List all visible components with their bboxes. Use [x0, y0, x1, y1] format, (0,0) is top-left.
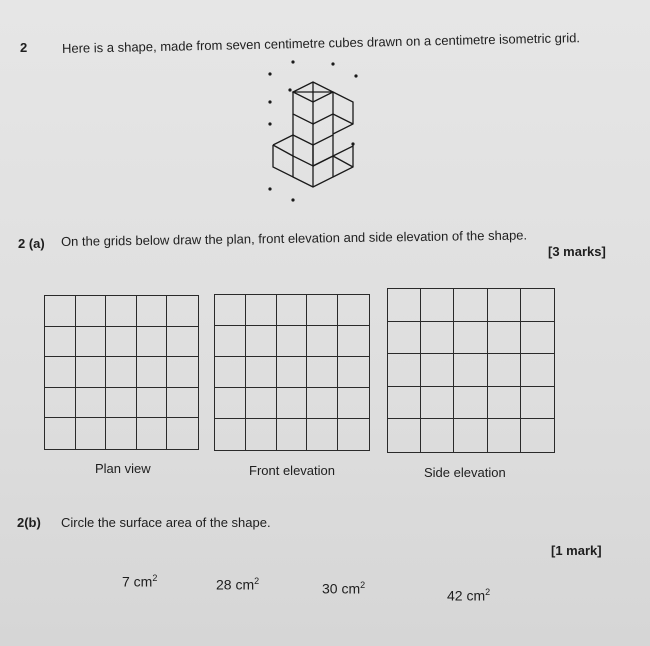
- part-a-label: 2 (a): [18, 236, 45, 251]
- isometric-cube-shape: [245, 52, 385, 212]
- question-number: 2: [20, 40, 28, 55]
- side-elevation-grid[interactable]: [387, 288, 555, 453]
- part-a-marks: [3 marks]: [548, 244, 606, 259]
- front-elevation-grid[interactable]: [214, 294, 370, 451]
- question-intro: Here is a shape, made from seven centimetre cubes drawn on a centimetre isometric grid.: [61, 30, 581, 56]
- answer-option-28[interactable]: [216, 576, 259, 593]
- plan-view-caption: Plan view: [95, 461, 151, 476]
- part-b-instruction: Circle the surface area of the shape.: [61, 515, 271, 530]
- plan-view-grid[interactable]: [44, 295, 199, 450]
- answer-option-7[interactable]: [122, 573, 157, 590]
- answer-option-42[interactable]: [447, 587, 490, 604]
- option-exponent: 2: [360, 580, 366, 590]
- option-value: 28 cm: [216, 576, 255, 593]
- option-value: 7 cm: [122, 573, 153, 590]
- cube-outlines: [273, 82, 353, 187]
- option-exponent: 2: [152, 573, 158, 583]
- option-exponent: 2: [254, 576, 260, 586]
- side-elevation-caption: Side elevation: [424, 465, 506, 480]
- option-value: 30 cm: [322, 580, 361, 597]
- option-value: 42 cm: [447, 587, 486, 604]
- answer-option-30[interactable]: [322, 580, 365, 597]
- front-elevation-caption: Front elevation: [249, 463, 335, 478]
- part-b-label: 2(b): [17, 515, 41, 530]
- option-exponent: 2: [485, 587, 491, 597]
- part-a-instruction: On the grids below draw the plan, front elevation and side elevation of the shape.: [60, 227, 528, 249]
- part-b-marks: [1 mark]: [551, 543, 602, 558]
